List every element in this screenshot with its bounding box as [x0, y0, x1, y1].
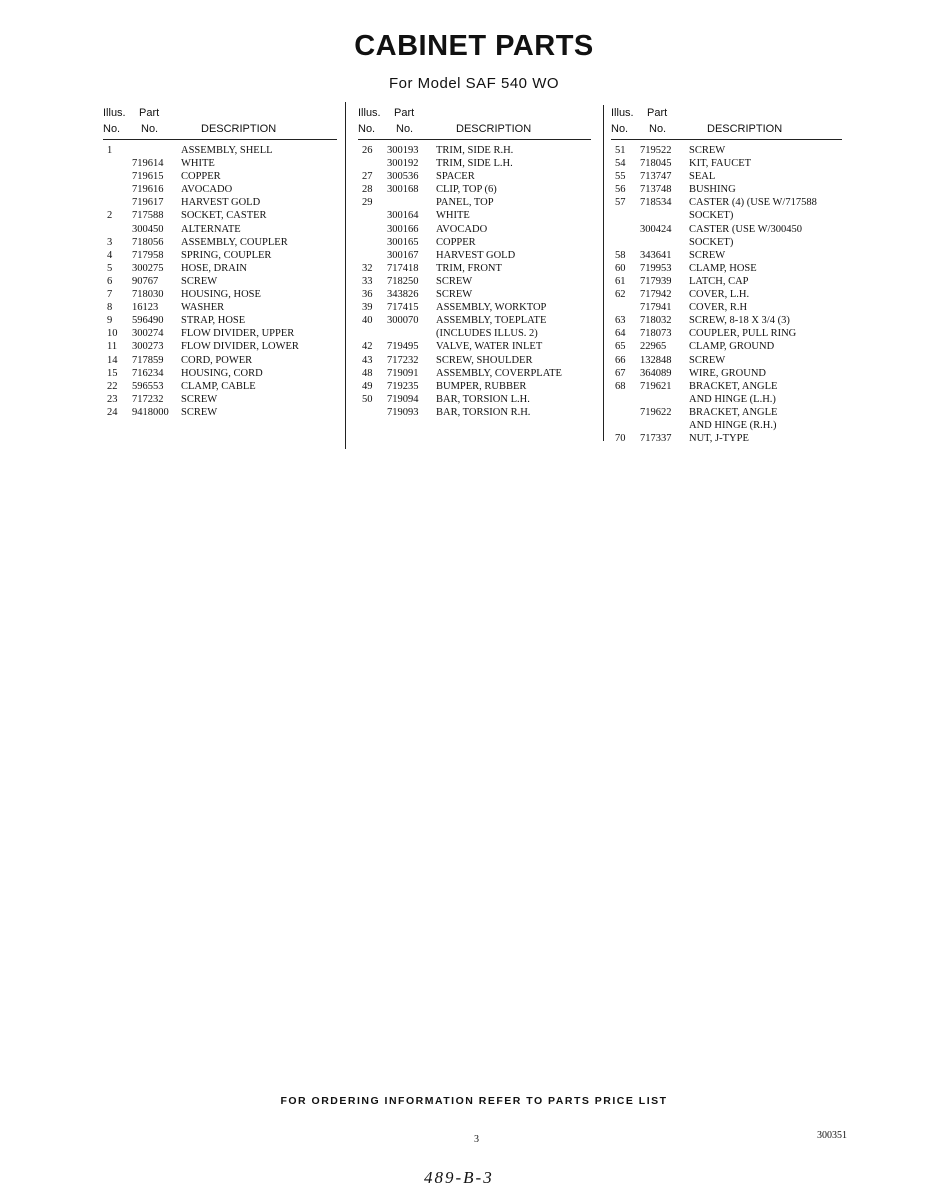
illus-number: 48 [362, 367, 373, 379]
parts-row [103, 157, 337, 170]
part-number: 300536 [387, 171, 419, 183]
part-description: HOUSING, HOSE [181, 289, 261, 301]
parts-row [358, 262, 591, 275]
part-description: KIT, FAUCET [689, 158, 752, 170]
part-number: 719953 [640, 262, 672, 274]
part-number: 300165 [387, 236, 419, 248]
column-header [103, 105, 337, 139]
part-number: 343826 [387, 289, 419, 301]
part-header-label: Part [139, 107, 160, 119]
part-number: 596490 [132, 315, 164, 327]
part-description: SOCKET, CASTER [181, 210, 267, 222]
illus-header-label: Illus. [611, 107, 634, 119]
part-description: CLAMP, GROUND [689, 341, 775, 353]
illus-number: 42 [362, 341, 373, 353]
description-header-label: DESCRIPTION [707, 123, 783, 135]
parts-row [103, 314, 337, 327]
part-description: STRAP, HOSE [181, 315, 246, 327]
parts-row [358, 183, 591, 196]
parts-row [358, 236, 591, 249]
illus-number: 28 [362, 184, 373, 196]
part-number: 719617 [132, 197, 164, 209]
part-number: 713747 [640, 171, 672, 183]
parts-row [358, 157, 591, 170]
parts-row [611, 340, 842, 353]
part-description: CASTER (USE W/300450 [689, 223, 802, 235]
part-number: 719093 [387, 406, 419, 418]
parts-row [611, 367, 842, 380]
part-number: 343641 [640, 249, 672, 261]
parts-row [358, 327, 591, 340]
parts-row [358, 406, 591, 419]
illus-no-header-label: No. [611, 123, 629, 135]
part-number: 300192 [387, 158, 419, 170]
parts-row [358, 288, 591, 301]
part-description: AVOCADO [436, 223, 488, 235]
column-divider [345, 102, 346, 449]
parts-row [611, 393, 842, 406]
parts-column-2 [358, 105, 591, 419]
parts-row [103, 144, 337, 157]
parts-row [358, 301, 591, 314]
parts-row [103, 406, 337, 419]
illus-number: 22 [107, 380, 118, 392]
part-number: 719616 [132, 184, 164, 196]
part-no-header-label: No. [396, 123, 414, 135]
part-description: FLOW DIVIDER, UPPER [181, 328, 295, 340]
illus-number: 15 [107, 367, 118, 379]
part-description: SCREW [181, 275, 218, 287]
illus-number: 4 [107, 249, 113, 261]
part-number: 717942 [640, 289, 672, 301]
header-rule [358, 139, 591, 140]
parts-row [358, 275, 591, 288]
part-number: 718250 [387, 275, 419, 287]
part-number: 717418 [387, 262, 419, 274]
part-number: 719091 [387, 367, 419, 379]
parts-row [103, 209, 337, 222]
part-description: COVER, L.H. [689, 289, 750, 301]
part-description: WASHER [181, 302, 225, 314]
parts-row [358, 340, 591, 353]
part-description: PANEL, TOP [436, 197, 494, 209]
parts-rows [103, 144, 337, 419]
part-number: 719614 [132, 158, 164, 170]
part-number: 364089 [640, 367, 672, 379]
part-description: BAR, TORSION R.H. [436, 406, 531, 418]
parts-row [611, 209, 842, 222]
illus-number: 29 [362, 197, 373, 209]
part-description: CLAMP, CABLE [181, 380, 256, 392]
part-description: CASTER (4) (USE W/717588 [689, 197, 817, 209]
illus-number: 62 [615, 289, 626, 301]
part-description: ASSEMBLY, SHELL [181, 145, 273, 156]
part-description: COPPER [436, 236, 476, 248]
parts-row [103, 393, 337, 406]
part-number: 719622 [640, 406, 672, 418]
parts-column-3 [611, 105, 842, 445]
part-description: ASSEMBLY, COUPLER [181, 236, 288, 248]
part-description: BUSHING [689, 184, 736, 196]
part-number: 717588 [132, 210, 164, 222]
parts-row [611, 223, 842, 236]
part-number: 300070 [387, 315, 419, 327]
illus-number: 10 [107, 328, 118, 340]
model-subtitle: For Model SAF 540 WO [388, 75, 560, 92]
part-description: HARVEST GOLD [181, 197, 261, 209]
parts-rows [358, 144, 591, 419]
parts-row [103, 288, 337, 301]
part-description: SCREW [181, 406, 218, 418]
illus-number: 26 [362, 145, 373, 156]
part-number: 9418000 [132, 406, 169, 418]
part-number: 300167 [387, 249, 419, 261]
part-number: 300274 [132, 328, 164, 340]
illus-number: 7 [107, 289, 113, 301]
part-number: 596553 [132, 380, 164, 392]
part-description: NUT, J-TYPE [689, 433, 749, 445]
parts-row [611, 196, 842, 209]
part-description: AVOCADO [181, 184, 233, 196]
part-description: FLOW DIVIDER, LOWER [181, 341, 299, 353]
part-description: WHITE [181, 158, 215, 170]
illus-no-header-label: No. [358, 123, 376, 135]
description-header-label: DESCRIPTION [201, 123, 277, 135]
part-number: 300275 [132, 262, 164, 274]
parts-row [103, 170, 337, 183]
parts-row [611, 327, 842, 340]
illus-number: 64 [615, 328, 626, 340]
parts-row [611, 314, 842, 327]
parts-row [611, 262, 842, 275]
illus-number: 57 [615, 197, 626, 209]
page-number: 3 [474, 1134, 479, 1145]
illus-number: 5 [107, 262, 113, 274]
parts-row [611, 170, 842, 183]
part-number: 713748 [640, 184, 672, 196]
part-description: HOSE, DRAIN [181, 262, 247, 274]
header-rule [103, 139, 337, 140]
parts-row [611, 288, 842, 301]
part-description: HARVEST GOLD [436, 249, 516, 261]
illus-number: 70 [615, 433, 626, 445]
illus-number: 50 [362, 393, 373, 405]
part-description: SCREW [689, 145, 726, 156]
part-description: SCREW [436, 289, 473, 301]
illus-number: 6 [107, 275, 113, 287]
part-description: COVER, R.H [689, 302, 748, 314]
part-description: SOCKET) [689, 210, 734, 222]
part-description: CLIP, TOP (6) [436, 184, 497, 196]
part-number: 719522 [640, 145, 672, 156]
illus-number: 27 [362, 171, 373, 183]
parts-row [103, 275, 337, 288]
part-description: VALVE, WATER INLET [436, 341, 543, 353]
parts-row [103, 183, 337, 196]
part-description: TRIM, SIDE R.H. [436, 145, 514, 156]
part-number: 717859 [132, 354, 164, 366]
part-description: SCREW, 8-18 X 3/4 (3) [689, 315, 790, 327]
part-number: 717415 [387, 302, 419, 314]
part-description: LATCH, CAP [689, 275, 749, 287]
parts-row [358, 209, 591, 222]
part-number: 300166 [387, 223, 419, 235]
part-description: COUPLER, PULL RING [689, 328, 797, 340]
document-number: 300351 [817, 1130, 847, 1141]
illus-number: 61 [615, 275, 626, 287]
illus-number: 67 [615, 367, 626, 379]
parts-row [611, 275, 842, 288]
part-number: 90767 [132, 275, 159, 287]
part-description: (INCLUDES ILLUS. 2) [436, 328, 538, 340]
illus-number: 49 [362, 380, 373, 392]
part-number: 718534 [640, 197, 672, 209]
part-number: 718045 [640, 158, 672, 170]
part-description: WHITE [436, 210, 470, 222]
parts-row [611, 419, 842, 432]
ordering-note: FOR ORDERING INFORMATION REFER TO PARTS PRICE LIST [280, 1095, 668, 1107]
part-description: TRIM, FRONT [436, 262, 502, 274]
parts-row [358, 354, 591, 367]
part-number: 719495 [387, 341, 419, 353]
part-header-label: Part [647, 107, 668, 119]
parts-column-1 [103, 105, 337, 419]
parts-row [358, 393, 591, 406]
parts-row [611, 406, 842, 419]
part-description: WIRE, GROUND [689, 367, 766, 379]
part-description: ALTERNATE [181, 223, 241, 235]
parts-row [103, 367, 337, 380]
parts-row [358, 380, 591, 393]
part-number: 717941 [640, 302, 672, 314]
part-number: 300193 [387, 145, 419, 156]
part-description: BAR, TORSION L.H. [436, 393, 530, 405]
parts-row [103, 223, 337, 236]
illus-header-label: Illus. [358, 107, 381, 119]
illus-number: 58 [615, 249, 626, 261]
illus-header-label: Illus. [103, 107, 126, 119]
part-description: TRIM, SIDE L.H. [436, 158, 513, 170]
part-description: AND HINGE (R.H.) [689, 419, 777, 431]
illus-number: 55 [615, 171, 626, 183]
part-description: CORD, POWER [181, 354, 253, 366]
part-number: 718032 [640, 315, 672, 327]
parts-row [103, 327, 337, 340]
parts-row [611, 183, 842, 196]
parts-row [103, 354, 337, 367]
part-description: BRACKET, ANGLE [689, 380, 778, 392]
part-number: 719621 [640, 380, 672, 392]
part-number: 300450 [132, 223, 164, 235]
part-number: 717958 [132, 249, 164, 261]
part-description: SCREW [181, 393, 218, 405]
parts-row [358, 367, 591, 380]
illus-number: 68 [615, 380, 626, 392]
part-description: ASSEMBLY, WORKTOP [436, 302, 547, 314]
parts-row [611, 157, 842, 170]
part-number: 132848 [640, 354, 672, 366]
part-description: SCREW [689, 354, 726, 366]
parts-row [103, 340, 337, 353]
parts-row [358, 223, 591, 236]
parts-row [358, 144, 591, 157]
part-number: 717939 [640, 275, 672, 287]
part-number: 300424 [640, 223, 672, 235]
part-number: 719615 [132, 171, 164, 183]
illus-number: 66 [615, 354, 626, 366]
header-rule [611, 139, 842, 140]
illus-number: 9 [107, 315, 113, 327]
illus-number: 23 [107, 393, 118, 405]
part-number: 717232 [132, 393, 164, 405]
illus-number: 36 [362, 289, 373, 301]
illus-number: 3 [107, 236, 113, 248]
part-description: SPRING, COUPLER [181, 249, 272, 261]
parts-row [103, 196, 337, 209]
parts-row [103, 380, 337, 393]
illus-number: 54 [615, 158, 626, 170]
part-no-header-label: No. [649, 123, 667, 135]
parts-row [358, 170, 591, 183]
illus-number: 11 [107, 341, 118, 353]
illus-number: 8 [107, 302, 113, 314]
part-description: SCREW [436, 275, 473, 287]
illus-number: 14 [107, 354, 118, 366]
column-header [358, 105, 591, 139]
illus-number: 24 [107, 406, 118, 418]
description-header-label: DESCRIPTION [456, 123, 532, 135]
part-header-label: Part [394, 107, 415, 119]
part-description: AND HINGE (L.H.) [689, 393, 776, 405]
parts-row [103, 249, 337, 262]
illus-number: 33 [362, 275, 373, 287]
illus-number: 32 [362, 262, 373, 274]
illus-number: 51 [615, 145, 626, 156]
handwritten-note: 489-B-3 [424, 1168, 494, 1187]
parts-row [611, 354, 842, 367]
illus-number: 40 [362, 315, 373, 327]
part-number: 719094 [387, 393, 419, 405]
parts-row [611, 432, 842, 445]
part-number: 300273 [132, 341, 164, 353]
part-description: SCREW [689, 249, 726, 261]
illus-number: 1 [107, 145, 113, 156]
illus-number: 60 [615, 262, 626, 274]
illus-number: 39 [362, 302, 373, 314]
part-number: 718056 [132, 236, 164, 248]
part-number: 717232 [387, 354, 419, 366]
illus-no-header-label: No. [103, 123, 121, 135]
illus-number: 63 [615, 315, 626, 327]
illus-number: 56 [615, 184, 626, 196]
parts-row [103, 262, 337, 275]
parts-row [358, 314, 591, 327]
illus-number: 65 [615, 341, 626, 353]
part-number: 719235 [387, 380, 419, 392]
parts-row [358, 196, 591, 209]
parts-row [103, 301, 337, 314]
part-description: SPACER [436, 171, 475, 183]
part-description: ASSEMBLY, COVERPLATE [436, 367, 562, 379]
part-description: SCREW, SHOULDER [436, 354, 533, 366]
page-title: CABINET PARTS [354, 30, 594, 62]
part-description: SOCKET) [689, 236, 734, 248]
parts-row [611, 249, 842, 262]
part-description: ASSEMBLY, TOEPLATE [436, 315, 547, 327]
part-number: 22965 [640, 341, 667, 353]
parts-row [358, 249, 591, 262]
column-header [611, 105, 842, 139]
illus-number: 43 [362, 354, 373, 366]
part-number: 718073 [640, 328, 672, 340]
parts-row [611, 236, 842, 249]
part-description: BUMPER, RUBBER [436, 380, 527, 392]
parts-row [611, 144, 842, 157]
part-description: CLAMP, HOSE [689, 262, 757, 274]
parts-row [611, 301, 842, 314]
parts-row [103, 236, 337, 249]
part-number: 16123 [132, 302, 159, 314]
part-number: 718030 [132, 289, 164, 301]
part-number: 716234 [132, 367, 164, 379]
illus-number: 2 [107, 210, 113, 222]
part-no-header-label: No. [141, 123, 159, 135]
part-number: 300168 [387, 184, 419, 196]
parts-row [611, 380, 842, 393]
part-description: BRACKET, ANGLE [689, 406, 778, 418]
part-number: 300164 [387, 210, 419, 222]
part-description: SEAL [689, 171, 716, 183]
part-description: COPPER [181, 171, 221, 183]
part-number: 717337 [640, 433, 672, 445]
column-divider [603, 105, 604, 441]
parts-rows [611, 144, 842, 445]
part-description: HOUSING, CORD [181, 367, 263, 379]
